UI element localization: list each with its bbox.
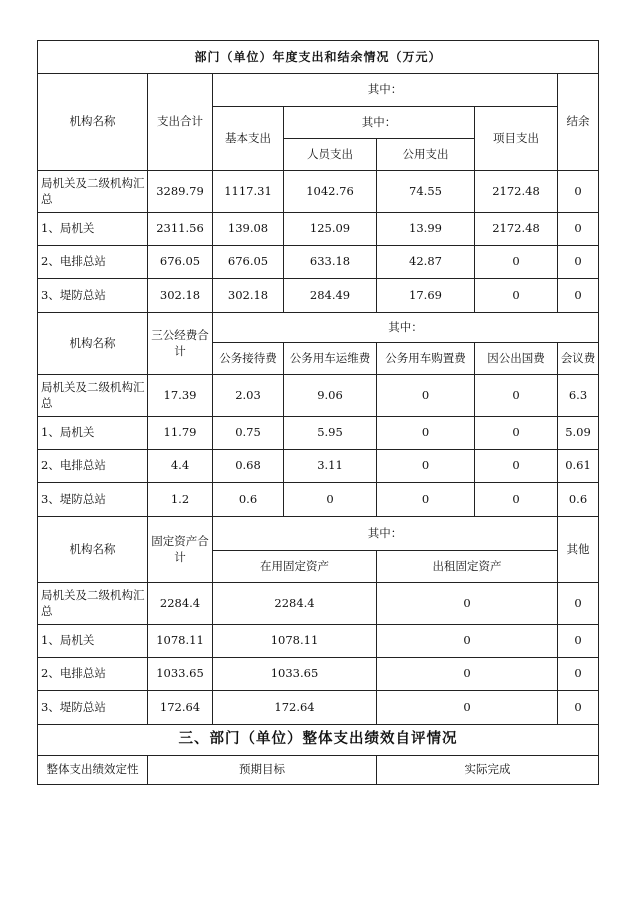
row-other: 0 bbox=[558, 691, 599, 725]
row-total: 2311.56 bbox=[148, 213, 213, 246]
header-meeting: 会议费 bbox=[558, 343, 599, 375]
row-total: 172.64 bbox=[148, 691, 213, 725]
table-row bbox=[38, 171, 599, 213]
row-abroad: 0 bbox=[475, 450, 558, 483]
row-name: 局机关及二级机构汇总 bbox=[38, 171, 148, 213]
row-project: 2172.48 bbox=[475, 213, 558, 246]
row-project: 2172.48 bbox=[475, 171, 558, 213]
row-name: 2、电排总站 bbox=[38, 450, 148, 483]
row-vehicle-purchase: 0 bbox=[377, 417, 475, 450]
header-other: 其他 bbox=[558, 517, 599, 583]
row-balance: 0 bbox=[558, 246, 599, 279]
row-other: 0 bbox=[558, 625, 599, 658]
table-row bbox=[38, 375, 599, 417]
row-public: 42.87 bbox=[377, 246, 475, 279]
header-basic-expenditure: 基本支出 bbox=[213, 107, 284, 171]
row-total: 3289.79 bbox=[148, 171, 213, 213]
header-personnel-expenditure: 人员支出 bbox=[284, 139, 377, 171]
row-vehicle-operation: 9.06 bbox=[284, 375, 377, 417]
row-name: 3、堤防总站 bbox=[38, 279, 148, 313]
table-title: 部门（单位）年度支出和结余情况（万元） bbox=[38, 41, 599, 74]
table-row bbox=[38, 583, 599, 625]
row-vehicle-purchase: 0 bbox=[377, 450, 475, 483]
header-public-expenditure: 公用支出 bbox=[377, 139, 475, 171]
header-of-which: 其中： bbox=[213, 313, 599, 343]
row-name: 2、电排总站 bbox=[38, 246, 148, 279]
row-balance: 0 bbox=[558, 171, 599, 213]
row-vehicle-operation: 5.95 bbox=[284, 417, 377, 450]
row-name: 1、局机关 bbox=[38, 625, 148, 658]
row-meeting: 5.09 bbox=[558, 417, 599, 450]
header-three-public-total: 三公经费合计 bbox=[148, 313, 213, 375]
row-reception: 2.03 bbox=[213, 375, 284, 417]
row-name: 3、堤防总站 bbox=[38, 483, 148, 517]
table-row bbox=[38, 483, 599, 517]
row-other: 0 bbox=[558, 658, 599, 691]
row-abroad: 0 bbox=[475, 417, 558, 450]
row-basic: 1117.31 bbox=[213, 171, 284, 213]
row-personnel: 1042.76 bbox=[284, 171, 377, 213]
row-meeting: 0.6 bbox=[558, 483, 599, 517]
row-leased: 0 bbox=[377, 583, 558, 625]
row-balance: 0 bbox=[558, 213, 599, 246]
header-leased-assets: 出租固定资产 bbox=[377, 551, 558, 583]
row-name: 2、电排总站 bbox=[38, 658, 148, 691]
header-vehicle-purchase: 公务用车购置费 bbox=[377, 343, 475, 375]
table-row bbox=[38, 691, 599, 725]
row-reception: 0.68 bbox=[213, 450, 284, 483]
header-fixed-assets-total: 固定资产合计 bbox=[148, 517, 213, 583]
expenditure-table bbox=[37, 40, 599, 785]
row-total: 302.18 bbox=[148, 279, 213, 313]
row-total: 17.39 bbox=[148, 375, 213, 417]
table-row bbox=[38, 625, 599, 658]
row-personnel: 284.49 bbox=[284, 279, 377, 313]
row-project: 0 bbox=[475, 246, 558, 279]
row-total: 1078.11 bbox=[148, 625, 213, 658]
table-row bbox=[38, 279, 599, 313]
header-org-name: 机构名称 bbox=[38, 74, 148, 171]
section-heading: 三、部门（单位）整体支出绩效自评情况 bbox=[38, 725, 599, 756]
row-abroad: 0 bbox=[475, 375, 558, 417]
header-total-expenditure: 支出合计 bbox=[148, 74, 213, 171]
row-public: 13.99 bbox=[377, 213, 475, 246]
row-reception: 0.75 bbox=[213, 417, 284, 450]
row-leased: 0 bbox=[377, 691, 558, 725]
row-balance: 0 bbox=[558, 279, 599, 313]
row-leased: 0 bbox=[377, 658, 558, 691]
header-actual-completion: 实际完成 bbox=[377, 756, 599, 785]
table-row bbox=[38, 450, 599, 483]
header-balance: 结余 bbox=[558, 74, 599, 171]
table-row bbox=[38, 417, 599, 450]
row-basic: 139.08 bbox=[213, 213, 284, 246]
row-vehicle-operation: 3.11 bbox=[284, 450, 377, 483]
row-name: 1、局机关 bbox=[38, 417, 148, 450]
table-row bbox=[38, 246, 599, 279]
row-public: 17.69 bbox=[377, 279, 475, 313]
table-row bbox=[38, 213, 599, 246]
row-name: 局机关及二级机构汇总 bbox=[38, 583, 148, 625]
row-in-use: 2284.4 bbox=[213, 583, 377, 625]
row-basic: 676.05 bbox=[213, 246, 284, 279]
header-expected-target: 预期目标 bbox=[148, 756, 377, 785]
row-public: 74.55 bbox=[377, 171, 475, 213]
row-meeting: 6.3 bbox=[558, 375, 599, 417]
row-in-use: 1033.65 bbox=[213, 658, 377, 691]
row-name: 1、局机关 bbox=[38, 213, 148, 246]
row-basic: 302.18 bbox=[213, 279, 284, 313]
row-leased: 0 bbox=[377, 625, 558, 658]
header-org-name: 机构名称 bbox=[38, 517, 148, 583]
row-total: 676.05 bbox=[148, 246, 213, 279]
header-org-name: 机构名称 bbox=[38, 313, 148, 375]
row-name: 3、堤防总站 bbox=[38, 691, 148, 725]
row-in-use: 172.64 bbox=[213, 691, 377, 725]
row-vehicle-purchase: 0 bbox=[377, 483, 475, 517]
row-personnel: 125.09 bbox=[284, 213, 377, 246]
header-in-use-assets: 在用固定资产 bbox=[213, 551, 377, 583]
header-of-which: 其中： bbox=[213, 74, 558, 107]
row-other: 0 bbox=[558, 583, 599, 625]
row-meeting: 0.61 bbox=[558, 450, 599, 483]
row-total: 4.4 bbox=[148, 450, 213, 483]
header-of-which-2: 其中： bbox=[284, 107, 475, 139]
header-reception: 公务接待费 bbox=[213, 343, 284, 375]
row-total: 1033.65 bbox=[148, 658, 213, 691]
row-total: 1.2 bbox=[148, 483, 213, 517]
header-overall-performance: 整体支出绩效定性 bbox=[38, 756, 148, 785]
header-of-which: 其中： bbox=[213, 517, 558, 551]
row-total: 11.79 bbox=[148, 417, 213, 450]
table-row bbox=[38, 658, 599, 691]
header-abroad: 因公出国费 bbox=[475, 343, 558, 375]
row-total: 2284.4 bbox=[148, 583, 213, 625]
header-project-expenditure: 项目支出 bbox=[475, 107, 558, 171]
row-in-use: 1078.11 bbox=[213, 625, 377, 658]
row-personnel: 633.18 bbox=[284, 246, 377, 279]
row-project: 0 bbox=[475, 279, 558, 313]
row-name: 局机关及二级机构汇总 bbox=[38, 375, 148, 417]
row-vehicle-purchase: 0 bbox=[377, 375, 475, 417]
row-vehicle-operation: 0 bbox=[284, 483, 377, 517]
row-reception: 0.6 bbox=[213, 483, 284, 517]
row-abroad: 0 bbox=[475, 483, 558, 517]
header-vehicle-operation: 公务用车运维费 bbox=[284, 343, 377, 375]
